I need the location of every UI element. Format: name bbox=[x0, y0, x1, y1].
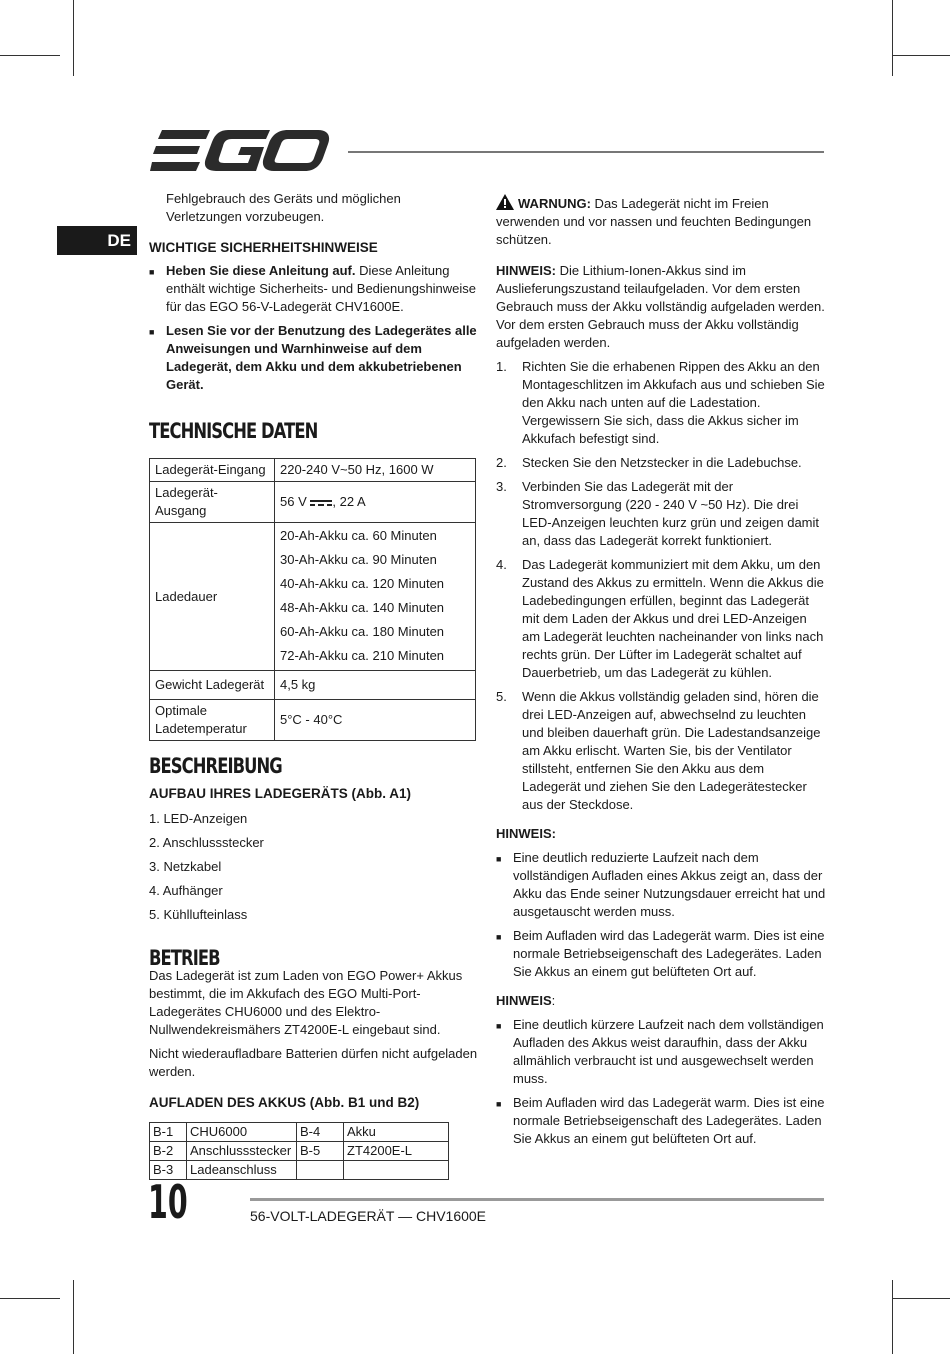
operation-heading: BETRIEB bbox=[149, 946, 220, 970]
step-text: Stecken Sie den Netzstecker in die Ladebuchse. bbox=[522, 455, 802, 470]
step-number: 4. bbox=[496, 557, 507, 572]
step-item bbox=[496, 454, 826, 472]
bullet-text: Beim Aufladen wird das Ladegerät warm. Dies ist eine normale Betriebseigenschaft des Ladegerätes. Laden Sie Akkus an einem gut belüfteten Ort auf. bbox=[513, 928, 825, 979]
parts-table bbox=[149, 1122, 449, 1180]
duration-line: 30-Ah-Akku ca. 90 Minuten bbox=[280, 552, 437, 567]
tech-heading: TECHNISCHE DATEN bbox=[149, 419, 318, 443]
duration-line: 20-Ah-Akku ca. 60 Minuten bbox=[280, 528, 437, 543]
table-cell: Anschlussstecker bbox=[187, 1142, 297, 1161]
step-text: Das Ladegerät kommuniziert mit dem Akku, um den Zustand des Akkus zu ermitteln. Wenn die Akkus die Ladebedingungen erfüllen, beginnt das Ladegerät mit dem Laden der Akkus und drei LED-Anzeigen am Ladegerät leuchten nacheinander von links nach rechts grün. Der Lüfter im Ladegerät schaltet auf Dauerbetrieb, um das Ladegerät zu kühlen. bbox=[522, 557, 824, 680]
charge-heading: AUFLADEN DES AKKUS (Abb. B1 und B2) bbox=[149, 1095, 420, 1110]
crop-mark bbox=[73, 0, 74, 76]
step-item bbox=[496, 688, 826, 814]
crop-mark bbox=[892, 1280, 893, 1354]
list-item: 1. LED-Anzeigen bbox=[149, 811, 248, 826]
spec-value: 5°C - 40°C bbox=[275, 700, 476, 741]
bullet-text: Eine deutlich kürzere Laufzeit nach dem vollständigen Aufladen des Akkus weist daraufhin, dass der Akku allmählich verbraucht ist und ausgewechselt werden muss. bbox=[513, 1017, 824, 1086]
note-colon: : bbox=[551, 993, 556, 1008]
safety-bullet bbox=[149, 262, 479, 316]
warning-triangle-icon bbox=[496, 194, 514, 210]
table-cell: B-2 bbox=[150, 1142, 187, 1161]
duration-line: 48-Ah-Akku ca. 140 Minuten bbox=[280, 600, 445, 615]
step-number: 3. bbox=[496, 479, 507, 494]
step-number: 1. bbox=[496, 359, 507, 374]
bullet-square-icon: ■ bbox=[496, 932, 502, 942]
spec-label: Ladegerät-Eingang bbox=[150, 459, 275, 482]
step-item bbox=[496, 556, 826, 682]
bullet-square-icon: ■ bbox=[149, 327, 155, 337]
bullet-bold-text: Lesen Sie vor der Benutzung des Ladegerätes alle Anweisungen und Warnhinweise auf dem Ladegerät, dem Akku und dem akkubetriebenen Gerät. bbox=[166, 323, 477, 392]
table-cell: Ladeanschluss bbox=[187, 1161, 297, 1180]
spec-value: 4,5 kg bbox=[275, 671, 476, 700]
list-item: 4. Aufhänger bbox=[149, 883, 223, 898]
footer-rule bbox=[250, 1198, 824, 1201]
table-row bbox=[150, 1161, 449, 1180]
footer-title: 56-VOLT-LADEGERÄT — CHV1600E bbox=[250, 1208, 487, 1224]
table-cell: CHU6000 bbox=[187, 1123, 297, 1142]
table-cell: Akku bbox=[344, 1123, 449, 1142]
bullet-square-icon: ■ bbox=[496, 1099, 502, 1109]
crop-mark bbox=[892, 0, 893, 76]
table-cell bbox=[344, 1161, 449, 1180]
note-bullet bbox=[496, 1094, 826, 1148]
note-heading bbox=[496, 992, 826, 1010]
bullet-text: Eine deutlich reduzierte Laufzeit nach dem vollständigen Aufladen eines Akkus zeigt an, dass der Akku das Ende seiner Nutzungsdauer erreicht hat und ausgetauscht werden muss. bbox=[513, 850, 826, 919]
note-label: HINWEIS: bbox=[496, 826, 556, 841]
step-item bbox=[496, 478, 826, 550]
language-tab: DE bbox=[57, 226, 137, 255]
note-paragraph bbox=[496, 262, 826, 352]
safety-bullet bbox=[149, 322, 479, 394]
list-item: 5. Kühllufteinlass bbox=[149, 907, 248, 922]
table-cell: B-5 bbox=[297, 1142, 344, 1161]
bullet-square-icon: ■ bbox=[496, 854, 502, 864]
bullet-bold-text: Heben Sie diese Anleitung auf. bbox=[166, 263, 356, 278]
voltage-text: 56 V bbox=[280, 494, 307, 509]
parts-list bbox=[149, 807, 479, 927]
step-item bbox=[496, 358, 826, 448]
operation-paragraph: Nicht wiederaufladbare Batterien dürfen nicht aufgeladen werden. bbox=[149, 1046, 478, 1079]
operation-paragraph: Das Ladegerät ist zum Laden von EGO Power+ Akkus bestimmt, die im Akkufach des EGO Multi-Port-Ladegerätes CHU6000 und des Elektro-Nullwendekreismähers ZT4200E-L eingebaut sind. bbox=[149, 968, 463, 1037]
bullet-text: Diese Anleitung enthält wichtige Sicherheits- und Bedienungshinweise für das EGO 56-V-Ladegerät CHV1600E. bbox=[166, 263, 477, 314]
spec-label: Ladegerät-Ausgang bbox=[150, 482, 275, 523]
spec-table bbox=[149, 458, 476, 741]
warning-text: Das Ladegerät nicht im Freien verwenden und vor nassen und feuchten Bedingungen schützen. bbox=[496, 196, 812, 247]
crop-mark bbox=[73, 1280, 74, 1354]
bullet-text: Beim Aufladen wird das Ladegerät warm. Dies ist eine normale Betriebseigenschaft des Ladegerätes. Laden Sie Akkus an einem gut belüfteten Ort auf. bbox=[513, 1095, 825, 1146]
structure-heading: AUFBAU IHRES LADEGERÄTS (Abb. A1) bbox=[149, 786, 411, 801]
page-number: 10 bbox=[148, 1175, 188, 1229]
bullet-square-icon: ■ bbox=[496, 1021, 502, 1031]
spec-value bbox=[275, 482, 476, 523]
ego-logo bbox=[150, 130, 330, 172]
list-item: 3. Netzkabel bbox=[149, 859, 222, 874]
note-bullet bbox=[496, 927, 826, 981]
intro-text: Fehlgebrauch des Geräts und möglichen Verletzungen vorzubeugen. bbox=[166, 191, 401, 224]
step-text: Richten Sie die erhabenen Rippen des Akku an den Montageschlitzen im Akkufach aus und schieben Sie den Akku nach unten auf die Ladestation. Vergewissern Sie sich, dass die Akkus sicher im Akkufach befestigt sind. bbox=[522, 359, 825, 446]
bullet-square-icon: ■ bbox=[149, 267, 155, 277]
current-text: , 22 A bbox=[332, 494, 366, 509]
crop-mark bbox=[892, 1298, 950, 1299]
step-text: Wenn die Akkus vollständig geladen sind, hören die drei LED-Anzeigen auf, abwechselnd zu leuchten und bleiben dauerhaft grün. Die Ladestandsanzeige am Akku erlischt. Warten Sie, bis der Ventilator stillsteht, entfernen Sie den Akku aus dem Ladegerät und ziehen Sie den Ladegerätestecker aus der Steckdose. bbox=[522, 689, 821, 812]
crop-mark bbox=[892, 55, 950, 56]
spec-label: Optimale Ladetemperatur bbox=[150, 700, 275, 741]
spec-label: Gewicht Ladegerät bbox=[150, 671, 275, 700]
duration-line: 72-Ah-Akku ca. 210 Minuten bbox=[280, 648, 445, 663]
spec-label: Ladedauer bbox=[150, 523, 275, 671]
dc-symbol-icon bbox=[310, 499, 332, 507]
left-column bbox=[149, 190, 479, 1180]
duration-line: 60-Ah-Akku ca. 180 Minuten bbox=[280, 624, 445, 639]
desc-heading: BESCHREIBUNG bbox=[149, 754, 282, 778]
note-bullet bbox=[496, 1016, 826, 1088]
table-cell: ZT4200E-L bbox=[344, 1142, 449, 1161]
note-text: Die Lithium-Ionen-Akkus sind im Auslieferungszustand teilaufgeladen. Vor dem ersten Gebrauch muss der Akku vollständig aufgeladen werden. Vor dem ersten Gebrauch muss der Akku vollständig aufgeladen werden. bbox=[496, 263, 825, 350]
crop-mark bbox=[0, 1298, 60, 1299]
table-cell: B-1 bbox=[150, 1123, 187, 1142]
header-rule bbox=[348, 151, 824, 153]
right-column bbox=[496, 194, 826, 1148]
step-number: 5. bbox=[496, 689, 507, 704]
note-label: HINWEIS: bbox=[496, 263, 556, 278]
crop-mark bbox=[0, 55, 60, 56]
warning-label: WARNUNG: bbox=[518, 196, 591, 211]
list-item: 2. Anschlussstecker bbox=[149, 835, 264, 850]
safety-heading: WICHTIGE SICHERHEITSHINWEISE bbox=[149, 240, 378, 255]
note-bullet bbox=[496, 849, 826, 921]
spec-value bbox=[275, 523, 476, 671]
spec-value: 220-240 V~50 Hz, 1600 W bbox=[275, 459, 476, 482]
note-label: HINWEIS bbox=[496, 993, 552, 1008]
table-cell: B-3 bbox=[150, 1161, 187, 1180]
table-cell bbox=[297, 1161, 344, 1180]
table-cell: B-4 bbox=[297, 1123, 344, 1142]
table-row bbox=[150, 1142, 449, 1161]
warning-paragraph bbox=[496, 194, 826, 249]
table-row bbox=[150, 1123, 449, 1142]
step-text: Verbinden Sie das Ladegerät mit der Stromversorgung (220 - 240 V ~50 Hz). Die drei LED-Anzeigen leuchten kurz grün und zeigen damit an, dass das Ladegerät korrekt funktioniert. bbox=[522, 479, 820, 548]
step-number: 2. bbox=[496, 455, 507, 470]
duration-line: 40-Ah-Akku ca. 120 Minuten bbox=[280, 576, 445, 591]
